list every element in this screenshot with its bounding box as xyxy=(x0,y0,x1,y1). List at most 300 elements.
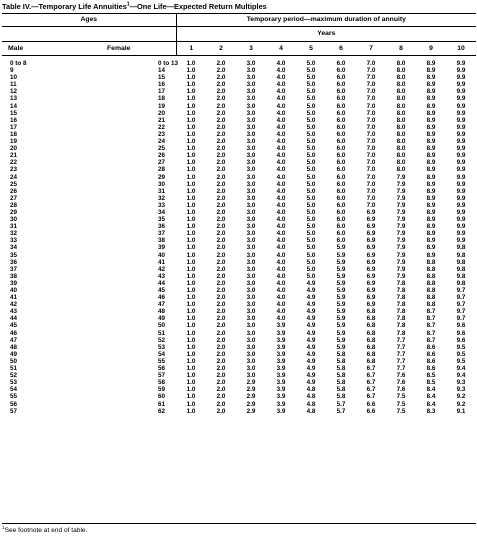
multiple-cell: 1.0 xyxy=(186,230,196,238)
multiple-cell: 4.0 xyxy=(276,74,286,82)
multiple-cell: 6.7 xyxy=(366,365,376,373)
multiple-cell: 8.9 xyxy=(426,74,436,82)
multiple-cell: 3.0 xyxy=(246,244,256,252)
multiple-cell: 8.9 xyxy=(426,88,436,96)
multiple-cell: 5.8 xyxy=(336,386,346,394)
years-header: Years xyxy=(176,27,476,42)
multiple-cell: 2.9 xyxy=(246,393,256,401)
multiple-cell: 7.8 xyxy=(396,301,406,309)
multiple-cell: 5.9 xyxy=(336,294,346,302)
table-row xyxy=(2,273,476,280)
male-age-cell: 16 xyxy=(10,116,18,124)
multiple-cell: 7.9 xyxy=(396,237,406,245)
multiple-cell: 8.7 xyxy=(426,336,436,344)
multiple-cell: 2.0 xyxy=(216,279,226,287)
multiple-cell: 2.0 xyxy=(216,123,226,131)
male-age-cell: 51 xyxy=(10,365,18,373)
multiple-cell: 1.0 xyxy=(186,88,196,96)
multiple-cell: 4.0 xyxy=(276,102,286,110)
multiple-cell: 4.9 xyxy=(306,301,316,309)
multiple-cell: 1.0 xyxy=(186,315,196,323)
multiple-cell: 6.9 xyxy=(366,272,376,280)
table-header xyxy=(2,14,476,56)
multiple-cell: 6.8 xyxy=(366,357,376,365)
female-age-cell: 31 xyxy=(158,187,166,195)
multiple-cell: 3.0 xyxy=(246,123,256,131)
multiple-cell: 3.0 xyxy=(246,365,256,373)
multiple-cell: 6.9 xyxy=(366,287,376,294)
multiple-cell: 4.0 xyxy=(276,130,286,138)
multiple-cell: 1.0 xyxy=(186,407,196,415)
multiple-cell: 9.4 xyxy=(456,365,466,373)
table-row xyxy=(2,209,476,216)
table-row xyxy=(2,103,476,110)
multiple-cell: 5.8 xyxy=(336,372,346,380)
year-column-header: 2 xyxy=(206,42,236,56)
multiple-cell: 7.8 xyxy=(396,294,406,302)
table-row xyxy=(2,344,476,351)
multiple-cell: 7.7 xyxy=(396,336,406,344)
multiple-cell: 8.6 xyxy=(426,350,436,358)
multiple-cell: 6.0 xyxy=(336,138,346,146)
multiple-cell: 2.0 xyxy=(216,393,226,401)
multiple-cell: 2.9 xyxy=(246,386,256,394)
multiple-cell: 8.6 xyxy=(426,343,436,351)
table-row xyxy=(2,95,476,102)
table-body xyxy=(2,56,476,416)
multiple-cell: 3.0 xyxy=(246,208,256,216)
table-row xyxy=(2,386,476,393)
multiple-cell: 6.0 xyxy=(336,81,346,89)
multiple-cell: 2.0 xyxy=(216,130,226,138)
table-row xyxy=(2,145,476,152)
multiple-cell: 1.0 xyxy=(186,393,196,401)
multiple-cell: 5.8 xyxy=(336,357,346,365)
multiple-cell: 7.9 xyxy=(396,244,406,252)
multiple-cell: 9.9 xyxy=(456,223,466,231)
multiple-cell: 2.0 xyxy=(216,145,226,153)
female-age-cell: 21 xyxy=(158,116,166,124)
multiple-cell: 3.9 xyxy=(276,400,286,408)
multiple-cell: 5.0 xyxy=(306,272,316,280)
female-age-cell: 18 xyxy=(158,95,166,103)
male-age-cell: 25 xyxy=(10,180,18,188)
male-age-cell: 50 xyxy=(10,357,18,365)
multiple-cell: 9.7 xyxy=(456,294,466,302)
multiple-cell: 8.9 xyxy=(426,166,436,174)
multiple-cell: 1.0 xyxy=(186,322,196,330)
multiple-cell: 4.0 xyxy=(276,123,286,131)
multiple-cell: 9.9 xyxy=(456,138,466,146)
multiple-cell: 5.0 xyxy=(306,88,316,96)
multiple-cell: 3.0 xyxy=(246,201,256,209)
multiple-cell: 5.9 xyxy=(336,244,346,252)
multiple-cell: 3.0 xyxy=(246,180,256,188)
multiple-cell: 5.9 xyxy=(336,322,346,330)
multiple-cell: 5.0 xyxy=(306,138,316,146)
multiple-cell: 8.8 xyxy=(426,294,436,302)
multiple-cell: 1.0 xyxy=(186,329,196,337)
multiple-cell: 7.7 xyxy=(396,343,406,351)
ages-header-spacer xyxy=(2,27,176,42)
multiple-cell: 7.9 xyxy=(396,187,406,195)
male-age-cell: 18 xyxy=(10,130,18,138)
multiple-cell: 8.8 xyxy=(426,272,436,280)
multiple-cell: 8.9 xyxy=(426,173,436,181)
multiple-cell: 6.0 xyxy=(336,116,346,124)
multiple-cell: 4.0 xyxy=(276,194,286,202)
multiple-cell: 8.9 xyxy=(426,251,436,259)
multiple-cell: 7.7 xyxy=(396,365,406,373)
table-row xyxy=(2,117,476,124)
multiple-cell: 9.2 xyxy=(456,400,466,408)
multiple-cell: 8.0 xyxy=(396,145,406,153)
multiple-cell: 6.0 xyxy=(336,166,346,174)
multiple-cell: 2.0 xyxy=(216,251,226,259)
multiple-cell: 9.4 xyxy=(456,372,466,380)
multiple-cell: 3.0 xyxy=(246,230,256,238)
multiple-cell: 4.9 xyxy=(306,315,316,323)
multiple-cell: 3.9 xyxy=(276,386,286,394)
multiple-cell: 6.0 xyxy=(336,230,346,238)
multiple-cell: 9.9 xyxy=(456,216,466,224)
multiple-cell: 1.0 xyxy=(186,159,196,167)
multiple-cell: 3.0 xyxy=(246,152,256,160)
multiple-cell: 1.0 xyxy=(186,60,196,67)
multiple-cell: 4.0 xyxy=(276,201,286,209)
multiple-cell: 1.0 xyxy=(186,279,196,287)
multiple-cell: 6.0 xyxy=(336,216,346,224)
multiple-cell: 2.0 xyxy=(216,258,226,266)
year-column-header: 6 xyxy=(326,42,356,56)
female-age-cell: 26 xyxy=(158,152,166,160)
female-age-cell: 30 xyxy=(158,180,166,188)
multiple-cell: 6.9 xyxy=(366,237,376,245)
multiple-cell: 3.0 xyxy=(246,308,256,316)
table-row xyxy=(2,315,476,322)
multiple-cell: 1.0 xyxy=(186,223,196,231)
multiple-cell: 7.9 xyxy=(396,258,406,266)
multiple-cell: 3.0 xyxy=(246,194,256,202)
multiple-cell: 4.0 xyxy=(276,315,286,323)
multiple-cell: 3.9 xyxy=(276,350,286,358)
multiple-cell: 8.9 xyxy=(426,81,436,89)
multiple-cell: 5.0 xyxy=(306,116,316,124)
multiple-cell: 7.8 xyxy=(396,308,406,316)
multiple-cell: 1.0 xyxy=(186,287,196,294)
multiple-cell: 8.9 xyxy=(426,130,436,138)
title-footnote-mark: 1 xyxy=(126,1,130,8)
multiple-cell: 7.0 xyxy=(366,123,376,131)
multiple-cell: 3.0 xyxy=(246,138,256,146)
multiple-cell: 5.0 xyxy=(306,194,316,202)
table-row xyxy=(2,195,476,202)
female-age-cell: 24 xyxy=(158,138,166,146)
multiple-cell: 2.0 xyxy=(216,102,226,110)
multiple-cell: 6.0 xyxy=(336,60,346,67)
multiple-cell: 5.0 xyxy=(306,145,316,153)
multiple-cell: 9.8 xyxy=(456,279,466,287)
multiple-cell: 2.0 xyxy=(216,208,226,216)
multiple-cell: 3.0 xyxy=(246,116,256,124)
multiple-cell: 7.9 xyxy=(396,251,406,259)
multiple-cell: 2.0 xyxy=(216,109,226,117)
multiple-cell: 9.5 xyxy=(456,350,466,358)
multiple-cell: 7.9 xyxy=(396,216,406,224)
multiple-cell: 5.9 xyxy=(336,272,346,280)
multiple-cell: 2.9 xyxy=(246,400,256,408)
multiple-cell: 1.0 xyxy=(186,365,196,373)
multiple-cell: 7.0 xyxy=(366,145,376,153)
multiple-cell: 9.9 xyxy=(456,230,466,238)
multiple-cell: 8.0 xyxy=(396,166,406,174)
multiple-cell: 4.9 xyxy=(306,365,316,373)
multiple-cell: 3.0 xyxy=(246,279,256,287)
multiple-cell: 7.8 xyxy=(396,279,406,287)
multiple-cell: 1.0 xyxy=(186,237,196,245)
multiple-cell: 4.0 xyxy=(276,81,286,89)
multiple-cell: 9.7 xyxy=(456,315,466,323)
multiple-cell: 1.0 xyxy=(186,265,196,273)
table-row xyxy=(2,124,476,131)
female-age-cell: 37 xyxy=(158,230,166,238)
period-header: Temporary period—maximum duration of annuity xyxy=(176,14,476,27)
year-column-header: 8 xyxy=(386,42,416,56)
table-row xyxy=(2,159,476,166)
multiple-cell: 5.0 xyxy=(306,95,316,103)
multiple-cell: 4.9 xyxy=(306,287,316,294)
multiple-cell: 7.0 xyxy=(366,67,376,75)
multiple-cell: 4.0 xyxy=(276,109,286,117)
multiple-cell: 5.9 xyxy=(336,265,346,273)
female-age-cell: 47 xyxy=(158,301,166,309)
table-row xyxy=(2,358,476,365)
male-age-cell: 43 xyxy=(10,308,18,316)
multiple-cell: 8.7 xyxy=(426,322,436,330)
multiple-cell: 5.9 xyxy=(336,308,346,316)
footnote-mark: 1 xyxy=(2,524,5,530)
multiple-cell: 2.0 xyxy=(216,329,226,337)
multiple-cell: 9.9 xyxy=(456,81,466,89)
multiple-cell: 3.9 xyxy=(276,372,286,380)
multiple-cell: 5.0 xyxy=(306,244,316,252)
multiple-cell: 2.9 xyxy=(246,407,256,415)
multiple-cell: 1.0 xyxy=(186,258,196,266)
multiple-cell: 2.0 xyxy=(216,81,226,89)
table-row xyxy=(2,174,476,181)
multiple-cell: 1.0 xyxy=(186,81,196,89)
table-row xyxy=(2,244,476,251)
multiple-cell: 6.9 xyxy=(366,223,376,231)
multiple-cell: 3.0 xyxy=(246,173,256,181)
multiple-cell: 4.0 xyxy=(276,279,286,287)
multiple-cell: 2.0 xyxy=(216,343,226,351)
multiple-cell: 8.4 xyxy=(426,393,436,401)
multiple-cell: 9.8 xyxy=(456,258,466,266)
multiple-cell: 3.9 xyxy=(276,365,286,373)
multiple-cell: 4.9 xyxy=(306,350,316,358)
multiple-cell: 7.0 xyxy=(366,173,376,181)
female-age-cell: 60 xyxy=(158,393,166,401)
multiple-cell: 2.0 xyxy=(216,74,226,82)
table-row xyxy=(2,365,476,372)
multiple-cell: 8.0 xyxy=(396,74,406,82)
female-age-cell: 36 xyxy=(158,223,166,231)
multiple-cell: 3.0 xyxy=(246,322,256,330)
male-age-cell: 32 xyxy=(10,230,18,238)
female-age-cell: 41 xyxy=(158,258,166,266)
multiple-cell: 9.5 xyxy=(456,343,466,351)
multiple-cell: 7.0 xyxy=(366,102,376,110)
multiple-cell: 1.0 xyxy=(186,357,196,365)
multiple-cell: 3.0 xyxy=(246,109,256,117)
multiple-cell: 6.0 xyxy=(336,237,346,245)
multiple-cell: 8.0 xyxy=(396,138,406,146)
multiple-cell: 5.9 xyxy=(336,279,346,287)
multiple-cell: 4.0 xyxy=(276,180,286,188)
table-bottom-rule xyxy=(2,523,476,524)
multiple-cell: 8.9 xyxy=(426,216,436,224)
multiple-cell: 4.0 xyxy=(276,301,286,309)
multiple-cell: 7.9 xyxy=(396,223,406,231)
multiple-cell: 7.5 xyxy=(396,400,406,408)
multiple-cell: 8.0 xyxy=(396,60,406,67)
table-row xyxy=(2,266,476,273)
ages-header: Ages xyxy=(2,14,176,27)
multiple-cell: 3.9 xyxy=(276,322,286,330)
multiple-cell: 2.0 xyxy=(216,223,226,231)
multiple-cell: 6.9 xyxy=(366,294,376,302)
multiple-cell: 5.0 xyxy=(306,201,316,209)
multiple-cell: 5.9 xyxy=(336,251,346,259)
multiple-cell: 2.0 xyxy=(216,308,226,316)
multiple-cell: 8.0 xyxy=(396,95,406,103)
multiple-cell: 4.0 xyxy=(276,223,286,231)
male-age-cell: 19 xyxy=(10,138,18,146)
multiple-cell: 1.0 xyxy=(186,308,196,316)
multiple-cell: 4.0 xyxy=(276,159,286,167)
multiple-cell: 6.0 xyxy=(336,159,346,167)
multiple-cell: 8.9 xyxy=(426,67,436,75)
multiple-cell: 7.0 xyxy=(366,130,376,138)
table-row xyxy=(2,294,476,301)
multiple-cell: 7.0 xyxy=(366,166,376,174)
female-age-cell: 23 xyxy=(158,130,166,138)
multiple-cell: 5.0 xyxy=(306,74,316,82)
multiple-cell: 2.0 xyxy=(216,315,226,323)
multiple-cell: 9.9 xyxy=(456,173,466,181)
female-age-cell: 54 xyxy=(158,350,166,358)
multiple-cell: 5.0 xyxy=(306,237,316,245)
multiple-cell: 5.0 xyxy=(306,173,316,181)
female-age-cell: 53 xyxy=(158,343,166,351)
multiple-cell: 8.9 xyxy=(426,244,436,252)
female-age-cell: 14 xyxy=(158,67,166,75)
multiple-cell: 9.3 xyxy=(456,379,466,387)
multiple-cell: 1.0 xyxy=(186,138,196,146)
multiple-cell: 3.9 xyxy=(276,329,286,337)
multiple-cell: 9.9 xyxy=(456,145,466,153)
table-row xyxy=(2,330,476,337)
multiple-cell: 1.0 xyxy=(186,350,196,358)
multiple-cell: 1.0 xyxy=(186,123,196,131)
multiple-cell: 8.5 xyxy=(426,372,436,380)
footnote-text: See footnote at end of table. xyxy=(4,527,88,534)
table-row xyxy=(2,237,476,244)
multiple-cell: 5.9 xyxy=(336,329,346,337)
male-age-cell: 11 xyxy=(10,81,17,89)
multiple-cell: 8.6 xyxy=(426,357,436,365)
table-row xyxy=(2,88,476,95)
female-age-cell: 52 xyxy=(158,336,166,344)
table-row xyxy=(2,372,476,379)
multiple-cell: 4.0 xyxy=(276,145,286,153)
multiple-cell: 2.0 xyxy=(216,336,226,344)
multiple-cell: 8.0 xyxy=(396,102,406,110)
female-age-cell: 61 xyxy=(158,400,166,408)
multiple-cell: 5.9 xyxy=(336,258,346,266)
multiple-cell: 2.0 xyxy=(216,294,226,302)
multiple-cell: 7.0 xyxy=(366,95,376,103)
multiple-cell: 5.0 xyxy=(306,67,316,75)
year-column-header: 9 xyxy=(416,42,446,56)
table-title-suffix: —One Life—Expected Return Multiples xyxy=(129,2,267,11)
multiple-cell: 4.0 xyxy=(276,308,286,316)
male-age-cell: 57 xyxy=(10,407,18,415)
multiple-cell: 1.0 xyxy=(186,116,196,124)
multiple-cell: 5.0 xyxy=(306,152,316,160)
male-age-cell: 55 xyxy=(10,393,18,401)
multiple-cell: 8.7 xyxy=(426,308,436,316)
multiple-cell: 7.6 xyxy=(396,372,406,380)
female-age-cell: 35 xyxy=(158,216,166,224)
multiple-cell: 7.0 xyxy=(366,152,376,160)
male-age-cell: 13 xyxy=(10,95,18,103)
multiple-cell: 5.0 xyxy=(306,216,316,224)
male-age-cell: 37 xyxy=(10,265,18,273)
female-age-cell: 42 xyxy=(158,265,166,273)
multiple-cell: 6.0 xyxy=(336,88,346,96)
table-row xyxy=(2,230,476,237)
multiple-cell: 3.0 xyxy=(246,130,256,138)
female-age-cell: 62 xyxy=(158,407,166,415)
multiple-cell: 6.9 xyxy=(366,244,376,252)
multiple-cell: 5.0 xyxy=(306,81,316,89)
multiple-cell: 9.2 xyxy=(456,393,466,401)
male-age-cell: 22 xyxy=(10,159,18,167)
table-title-prefix: Table IV.—Temporary Life Annuities xyxy=(2,2,127,11)
multiple-cell: 5.9 xyxy=(336,343,346,351)
multiple-cell: 8.9 xyxy=(426,102,436,110)
male-age-cell: 42 xyxy=(10,301,18,309)
multiple-cell: 2.0 xyxy=(216,187,226,195)
multiple-cell: 5.0 xyxy=(306,102,316,110)
multiple-cell: 3.0 xyxy=(246,88,256,96)
multiple-cell: 6.9 xyxy=(366,265,376,273)
female-age-cell: 16 xyxy=(158,81,166,89)
female-age-cell: 20 xyxy=(158,109,166,117)
multiple-cell: 9.8 xyxy=(456,272,466,280)
multiple-cell: 6.0 xyxy=(336,223,346,231)
multiple-cell: 1.0 xyxy=(186,145,196,153)
female-age-cell: 51 xyxy=(158,329,166,337)
female-age-cell: 55 xyxy=(158,357,166,365)
table-row xyxy=(2,308,476,315)
table-row xyxy=(2,216,476,223)
table-row xyxy=(2,408,476,416)
multiple-cell: 5.7 xyxy=(336,400,346,408)
multiple-cell: 6.8 xyxy=(366,350,376,358)
